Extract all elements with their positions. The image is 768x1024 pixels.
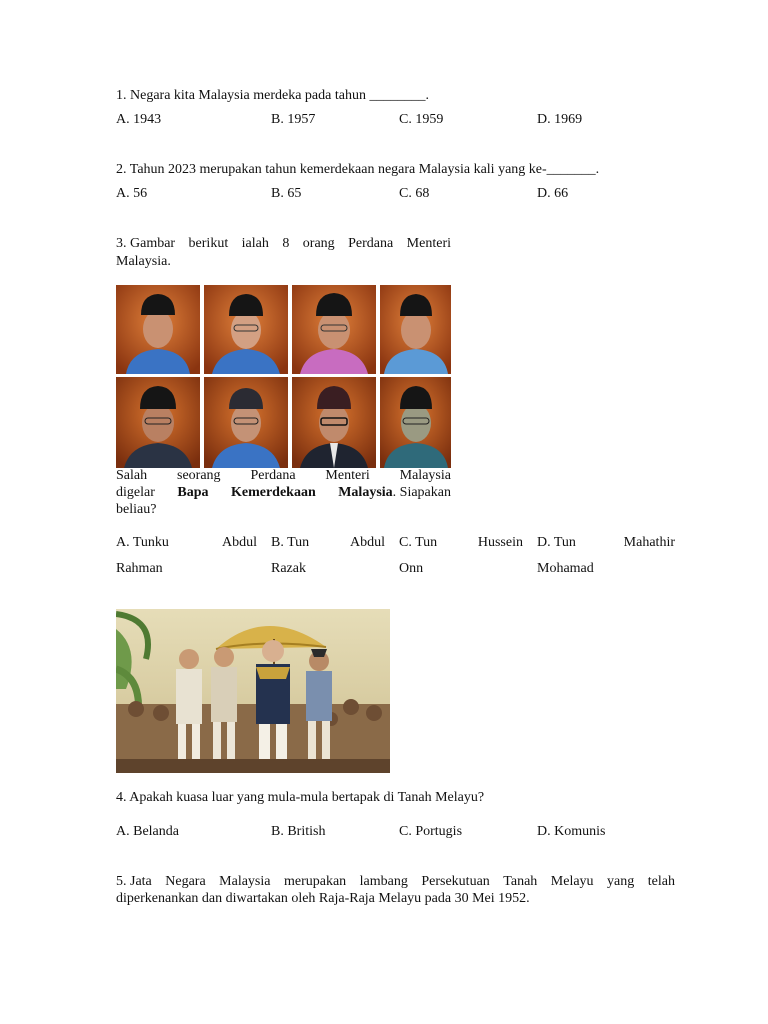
q1-option-b: B. 1957 — [271, 112, 316, 127]
q2-option-c: C. 68 — [399, 186, 430, 201]
q1-text: 1. Negara kita Malaysia merdeka pada tahun ________. — [116, 88, 429, 103]
q4-option-c: C. Portugis — [399, 824, 463, 839]
q2-text: 2. Tahun 2023 merupakan tahun kemerdekaan negara Malaysia kali yang ke-_______. — [116, 162, 600, 177]
q3-option-c: C. Tun Hussein — [399, 535, 523, 550]
q5-line2: diperkenankan dan diwartakan oleh Raja-Raja Melayu pada 30 Mei 1952. — [116, 891, 530, 906]
portrait-4 — [380, 285, 451, 374]
q2-option-a: A. 56 — [116, 186, 148, 201]
q3-option-a: A. Tunku Abdul — [116, 535, 257, 550]
q5-line1: 5. Jata Negara Malaysia merupakan lambang Persekutuan Tanah Melayu yang telah — [116, 874, 675, 889]
portrait-1 — [116, 285, 200, 374]
q3-body-line3: beliau? — [116, 502, 157, 517]
q1-option-c: C. 1959 — [399, 112, 444, 127]
q4-option-a: A. Belanda — [116, 824, 179, 839]
portrait-5 — [116, 377, 200, 468]
q3-option-b: B. Tun Abdul — [271, 535, 385, 550]
portrait-3 — [292, 285, 376, 374]
q3-option-a-line2: Rahman — [116, 561, 163, 576]
q4-text: 4. Apakah kuasa luar yang mula-mula bertapak di Tanah Melayu? — [116, 790, 485, 805]
q4-option-d: D. Komunis — [537, 824, 606, 839]
portrait-2 — [204, 285, 288, 374]
portrait-8 — [380, 377, 451, 468]
q3-option-b-line2: Razak — [271, 561, 306, 576]
prime-ministers-portrait-grid — [116, 285, 451, 468]
q3-intro-line1: 3. Gambar berikut ialah 8 orang Perdana Menteri — [116, 236, 451, 251]
q3-body-line2: digelar Bapa Kemerdekaan Malaysia. Siapakan — [116, 485, 451, 500]
q3-option-c-line2: Onn — [399, 561, 424, 576]
portrait-6 — [204, 377, 288, 468]
q1-option-a: A. 1943 — [116, 112, 162, 127]
q2-option-d: D. 66 — [537, 186, 569, 201]
q3-body-line1: Salah seorang Perdana Menteri Malaysia — [116, 468, 451, 483]
colonial-illustration — [116, 609, 390, 773]
portrait-7 — [292, 377, 376, 468]
q1-option-d: D. 1969 — [537, 112, 583, 127]
q3-option-d: D. Tun Mahathir — [537, 535, 675, 550]
q3-intro-line2: Malaysia. — [116, 254, 171, 269]
q3-option-d-line2: Mohamad — [537, 561, 594, 576]
q4-option-b: B. British — [271, 824, 326, 839]
q2-option-b: B. 65 — [271, 186, 302, 201]
